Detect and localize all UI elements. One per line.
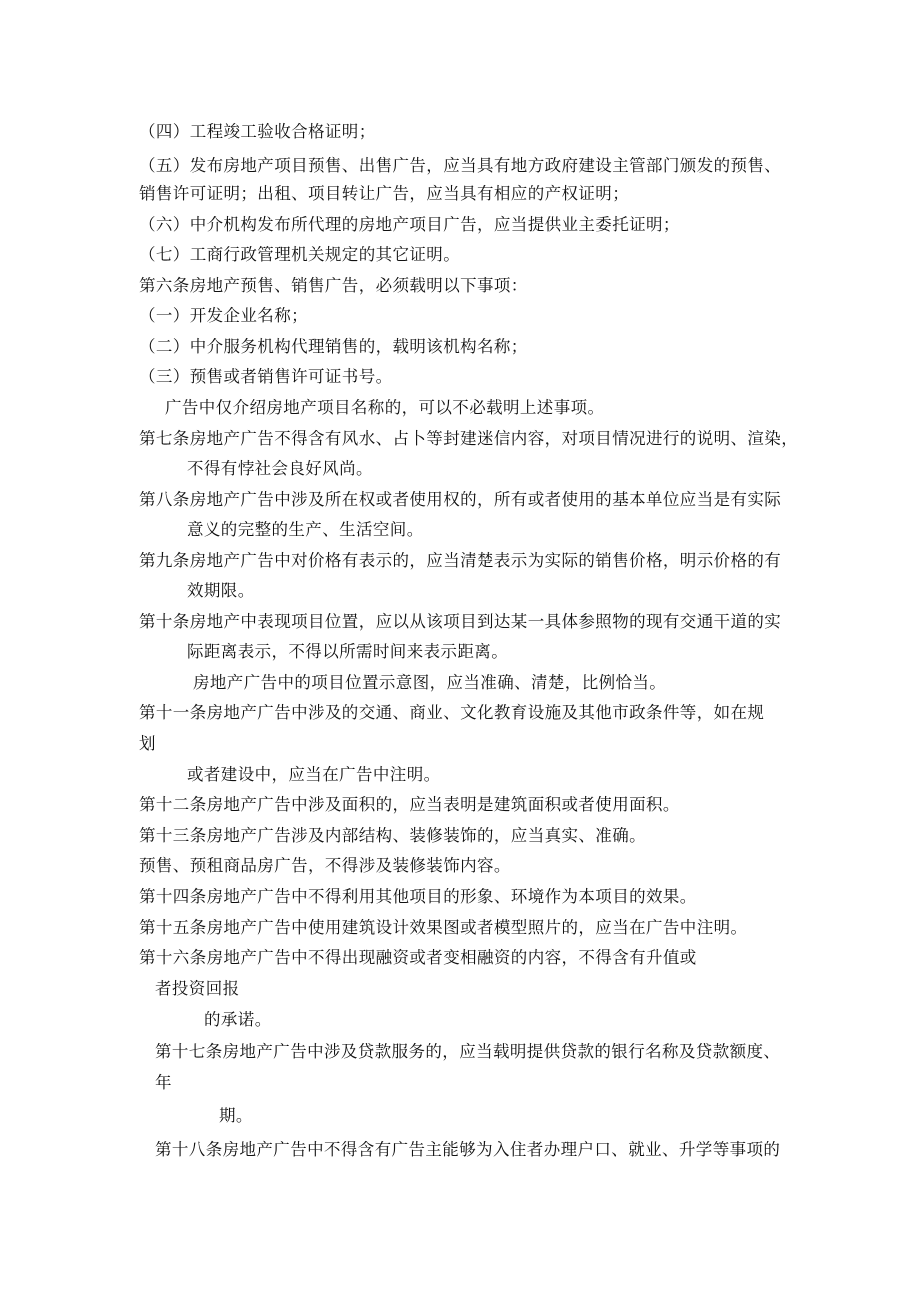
article-11-line-1: 第十一条房地产广告中涉及的交通、商业、文化教育设施及其他市政条件等，如在规 bbox=[139, 703, 765, 722]
article-13-note: 预售、预租商品房广告，不得涉及装修装饰内容。 bbox=[139, 856, 511, 875]
article-14: 第十四条房地产广告中不得利用其他项目的形象、环境作为本项目的效果。 bbox=[139, 887, 697, 906]
article-11-line-3: 或者建设中，应当在广告中注明。 bbox=[187, 765, 441, 784]
item-6-agency-ad: （六）中介机构发布所代理的房地产项目广告，应当提供业主委托证明； bbox=[139, 215, 680, 234]
article-6-item-2: （二）中介服务机构代理销售的，载明该机构名称； bbox=[139, 337, 528, 356]
article-16-line-1: 第十六条房地产广告中不得出现融资或者变相融资的内容，不得含有升值或 bbox=[139, 948, 697, 967]
article-12: 第十二条房地产广告中涉及面积的，应当表明是建筑面积或者使用面积。 bbox=[139, 795, 680, 814]
article-10-line-2: 际距离表示，不得以所需时间来表示距离。 bbox=[187, 642, 509, 661]
article-10-line-1: 第十条房地产中表现项目位置，应以从该项目到达某一具体参照物的现有交通干道的实 bbox=[139, 612, 782, 631]
item-5-presale-ad-line-1: （五）发布房地产项目预售、出售广告，应当具有地方政府建设主管部门颁发的预售、 bbox=[139, 156, 782, 175]
article-18-line-1: 第十八条房地产广告中不得含有广告主能够为入住者办理户口、就业、升学等事项的 bbox=[155, 1140, 781, 1159]
article-15: 第十五条房地产广告中使用建筑设计效果图或者模型照片的，应当在广告中注明。 bbox=[139, 918, 748, 937]
article-17-line-1: 第十七条房地产广告中涉及贷款服务的，应当载明提供贷款的银行名称及贷款额度、 bbox=[155, 1042, 781, 1061]
article-16-line-2: 者投资回报 bbox=[155, 979, 240, 998]
article-11-line-2: 划 bbox=[139, 734, 156, 753]
item-5-presale-ad-line-2: 销售许可证明；出租、项目转让广告，应当具有相应的产权证明； bbox=[139, 184, 630, 203]
article-17-line-3: 期。 bbox=[219, 1106, 253, 1125]
item-4-completion-certificate: （四）工程竣工验收合格证明； bbox=[139, 122, 376, 141]
article-16-line-3: 的承诺。 bbox=[204, 1010, 272, 1029]
article-8-line-1: 第八条房地产广告中涉及所在权或者使用权的，所有或者使用的基本单位应当是有实际 bbox=[139, 490, 782, 509]
article-13: 第十三条房地产广告涉及内部结构、装修装饰的，应当真实、准确。 bbox=[139, 826, 646, 845]
article-10-note: 房地产广告中的项目位置示意图，应当准确、清楚，比例恰当。 bbox=[193, 673, 667, 692]
article-7-line-1: 第七条房地产广告不得含有风水、占卜等封建迷信内容，对项目情况进行的说明、渲染， bbox=[139, 429, 799, 448]
article-6-note: 广告中仅介绍房地产项目名称的，可以不必载明上述事项。 bbox=[165, 398, 605, 417]
item-7-other-certificates: （七）工商行政管理机关规定的其它证明。 bbox=[139, 245, 461, 264]
article-6-item-1: （一）开发企业名称； bbox=[139, 306, 308, 325]
article-9-line-1: 第九条房地产广告中对价格有表示的，应当清楚表示为实际的销售价格，明示价格的有 bbox=[139, 551, 782, 570]
article-8-line-2: 意义的完整的生产、生活空间。 bbox=[187, 520, 424, 539]
article-9-line-2: 效期限。 bbox=[187, 581, 255, 600]
article-17-line-2: 年 bbox=[155, 1073, 172, 1092]
article-6-item-3: （三）预售或者销售许可证书号。 bbox=[139, 367, 393, 386]
article-6-heading: 第六条房地产预售、销售广告，必须载明以下事项： bbox=[139, 276, 528, 295]
article-7-line-2: 不得有悖社会良好风尚。 bbox=[187, 459, 373, 478]
